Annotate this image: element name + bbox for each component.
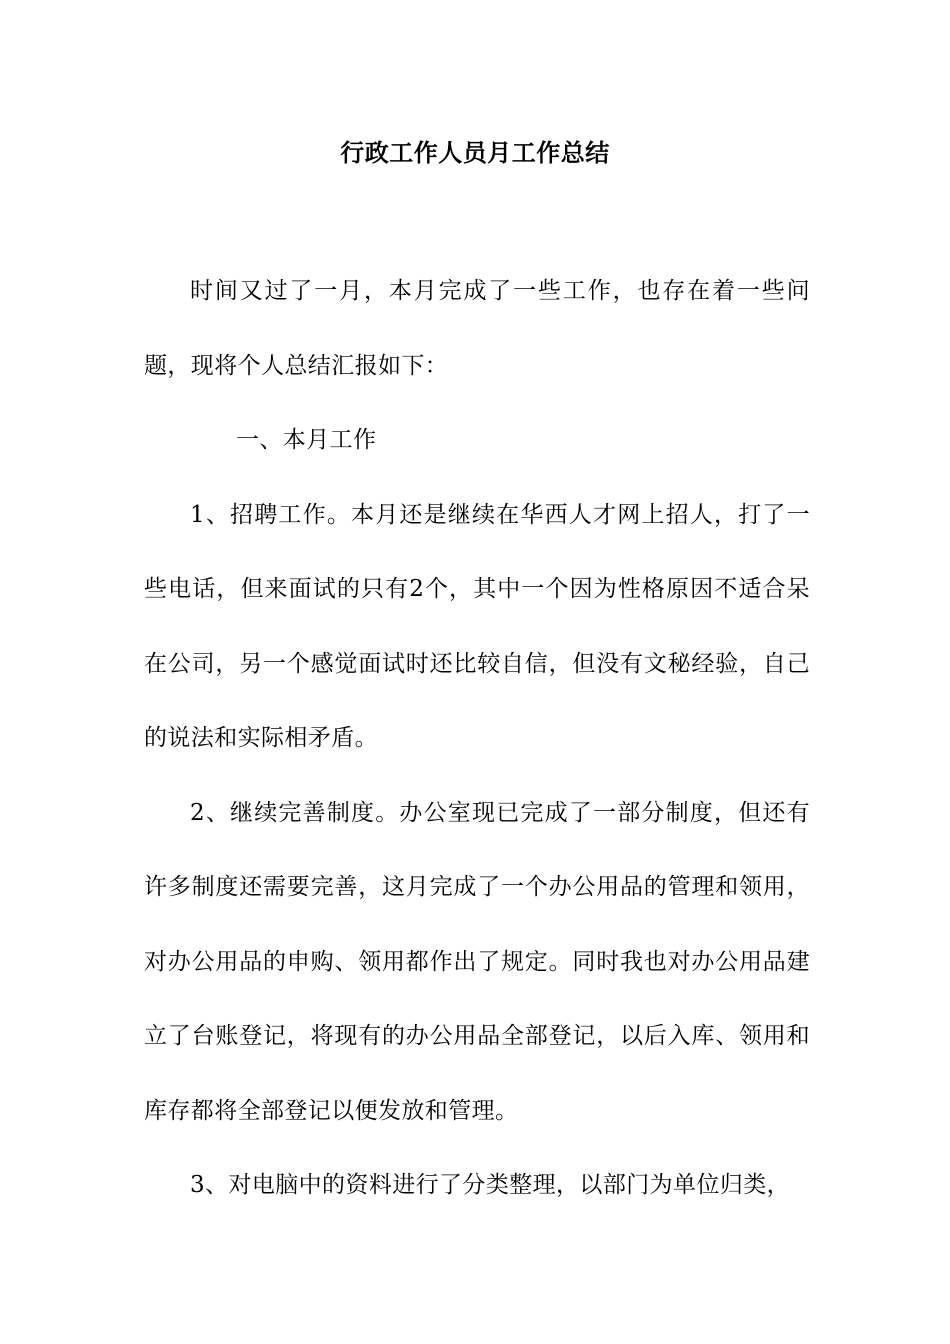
paragraph-recruitment: 1、招聘工作。本月还是继续在华西人才网上招人，打了一些电话，但来面试的只有2个，其中一个因为性格原因不适合呆在公司，另一个感觉面试时还比较自信，但没有文秘经验，自己的说法和实际相矛盾。 xyxy=(144,501,810,751)
paragraph-data-organization: 3、对电脑中的资料进行了分类整理，以部门为单位归类， xyxy=(190,1172,791,1198)
document-body xyxy=(144,254,810,1223)
intro-paragraph: 时间又过了一月，本月完成了一些工作，也存在着一些问题，现将个人总结汇报如下： xyxy=(144,278,810,379)
document-title: 行政工作人员月工作总结 xyxy=(340,139,610,167)
paragraph-regulations: 2、继续完善制度。办公室现已完成了一部分制度，但还有许多制度还需要完善，这月完成了一个办公用品的管理和领用，对办公用品的申购、领用都作出了规定。同时我也对办公用品建立了台账登记，将现有的办公用品全部登记，以后入库、领用和库存都将全部登记以便发放和管理。 xyxy=(144,799,810,1124)
section-heading: 一、本月工作 xyxy=(236,427,377,453)
